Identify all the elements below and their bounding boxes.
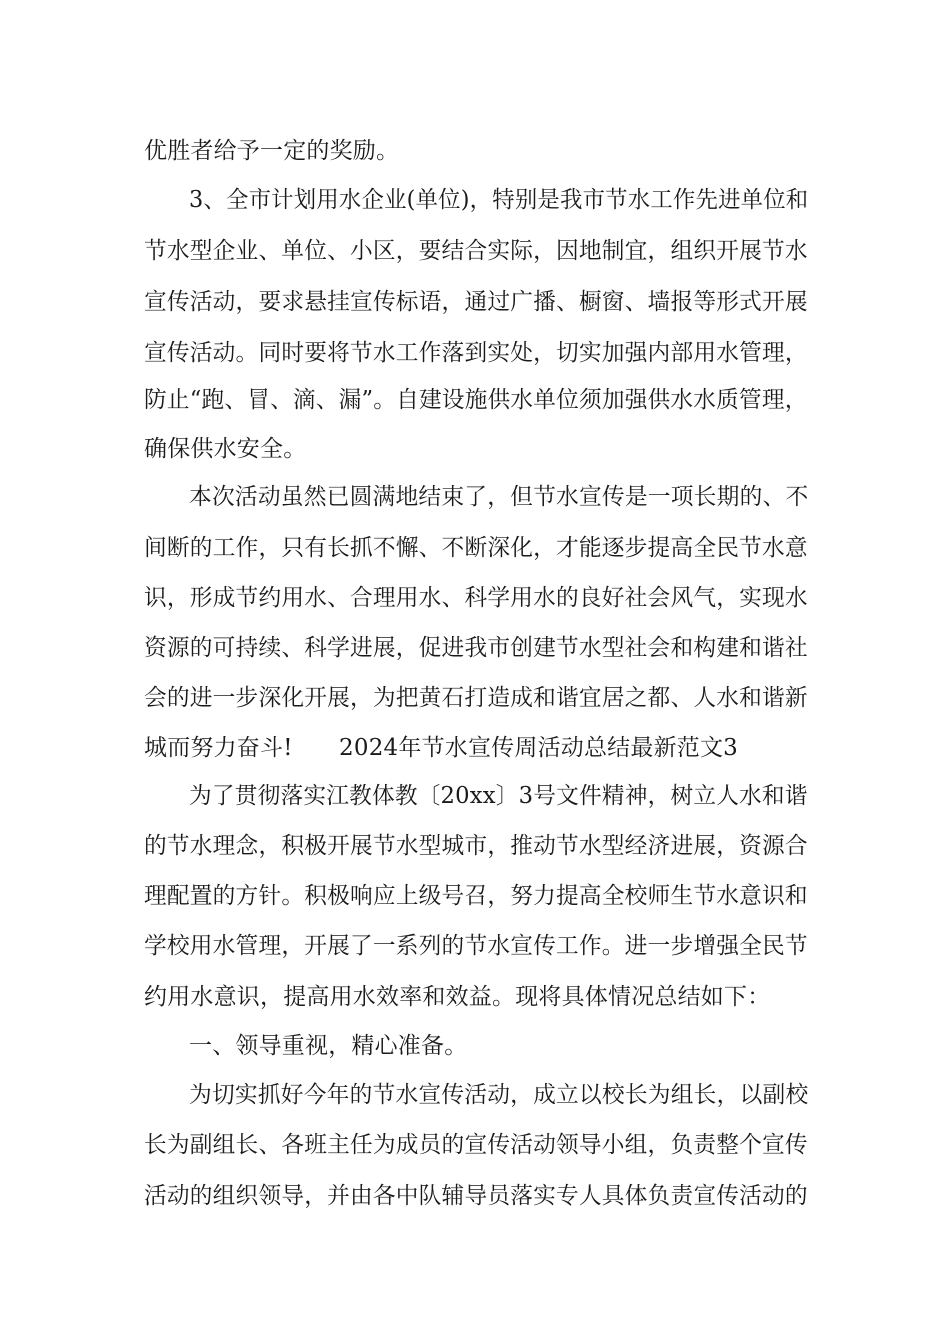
text-line: 的节水理念，积极开展节水型城市，推动节水型经济进展，资源合 <box>144 833 808 859</box>
text-line: 间断的工作，只有长抓不懈、不断深化，才能逐步提高全民节水意 <box>144 535 808 561</box>
text-line: 约用水意识，提高用水效率和效益。现将具体情况总结如下： <box>144 984 771 1010</box>
text-line: 本次活动虽然已圆满地结束了，但节水宣传是一项长期的、不 <box>189 484 809 510</box>
text-line: 宣传活动，要求悬挂宣传标语，通过广播、橱窗、墙报等形式开展 <box>144 289 808 315</box>
text-line: 城而努力奋斗! 2024年节水宣传周活动总结最新范文3 <box>144 735 739 761</box>
text-line: 为了贯彻落实江教体教〔20xx〕3号文件精神，树立人水和谐 <box>189 783 808 809</box>
text-line: 资源的可持续、科学进展，促进我市创建节水型社会和构建和谐社 <box>144 635 808 661</box>
text-line: 理配置的方针。积极响应上级号召，努力提高全校师生节水意识和 <box>144 883 808 909</box>
text-line: 防止“跑、冒、滴、漏”。自建设施供水单位须加强供水水质管理， <box>144 387 808 413</box>
text-line: 确保供水安全。 <box>144 436 307 462</box>
text-line: 3、全市计划用水企业(单位)，特别是我市节水工作先进单位和 <box>189 187 809 213</box>
text-line: 优胜者给予一定的奖励。 <box>144 138 400 164</box>
text-line: 为切实抓好今年的节水宣传活动，成立以校长为组长，以副校 <box>189 1082 809 1108</box>
text-line: 学校用水管理，开展了一系列的节水宣传工作。进一步增强全民节 <box>144 933 808 959</box>
text-line: 活动的组织领导，并由各中队辅导员落实专人具体负责宣传活动的 <box>144 1183 808 1209</box>
text-line: 会的进一步深化开展，为把黄石打造成和谐宜居之都、人水和谐新 <box>144 685 808 711</box>
text-line: 宣传活动。同时要将节水工作落到实处，切实加强内部用水管理， <box>144 340 808 366</box>
text-line: 节水型企业、单位、小区，要结合实际，因地制宜，组织开展节水 <box>144 238 808 264</box>
text-line: 长为副组长、各班主任为成员的宣传活动领导小组，负责整个宣传 <box>144 1132 808 1158</box>
text-line: 识，形成节约用水、合理用水、科学用水的良好社会风气，实现水 <box>144 585 808 611</box>
section-heading: 一、领导重视，精心准备。 <box>189 1033 468 1059</box>
